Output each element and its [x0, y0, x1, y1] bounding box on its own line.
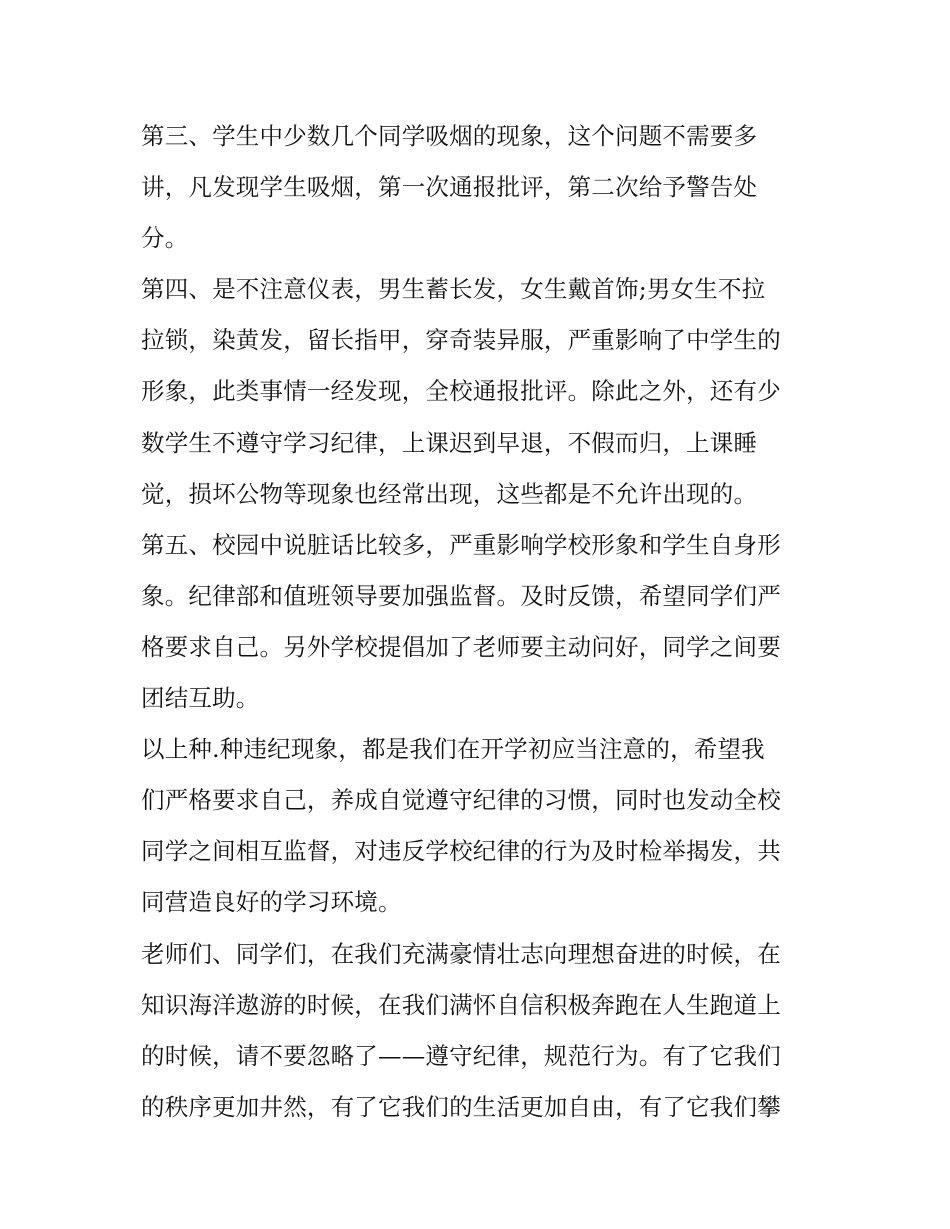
text-line: 们严格要求自己，养成自觉遵守纪律的习惯，同时也发动全校: [141, 786, 781, 815]
text-line: 觉，损坏公物等现象也经常出现，这些都是不允许出现的。: [141, 479, 758, 508]
text-line: 讲，凡发现学生吸烟，第一次通报批评，第二次给予警告处: [141, 173, 758, 202]
text-line: 同学之间相互监督，对违反学校纪律的行为及时检举揭发，共: [141, 837, 781, 866]
text-line: 同营造良好的学习环境。: [141, 888, 402, 917]
text-line: 的秩序更加井然，有了它我们的生活更加自由，有了它我们攀: [141, 1092, 781, 1121]
text-line: 象。纪律部和值班领导要加强监督。及时反馈，希望同学们严: [141, 581, 781, 610]
text-line: 拉锁，染黄发，留长指甲，穿奇装异服，严重影响了中学生的: [141, 326, 781, 355]
text-line: 分。: [141, 224, 189, 253]
document-body: [141, 111, 821, 1133]
text-line: 形象，此类事情一经发现，全校通报批评。除此之外，还有少: [141, 377, 781, 406]
text-line: 第五、校园中说脏话比较多，严重影响学校形象和学生自身形: [141, 530, 781, 559]
text-line: 团结互助。: [141, 684, 260, 713]
text-line: 以上种.种违纪现象，都是我们在开学初应当注意的，希望我: [141, 735, 765, 764]
text-line: 的时候，请不要忽略了——遵守纪律，规范行为。有了它我们: [141, 1041, 781, 1070]
text-line: 数学生不遵守学习纪律，上课迟到早退，不假而归，上课睡: [141, 428, 758, 457]
text-line: 老师们、同学们，在我们充满豪情壮志向理想奋进的时候，在: [141, 939, 781, 968]
text-line: 第三、学生中少数几个同学吸烟的现象，这个问题不需要多: [141, 122, 758, 150]
text-line: 知识海洋遨游的时候，在我们满怀自信积极奔跑在人生跑道上: [141, 990, 781, 1019]
text-line: 格要求自己。另外学校提倡加了老师要主动问好，同学之间要: [141, 632, 781, 661]
text-line: 第四、是不注意仪表，男生蓄长发，女生戴首饰;男女生不拉: [141, 275, 766, 304]
